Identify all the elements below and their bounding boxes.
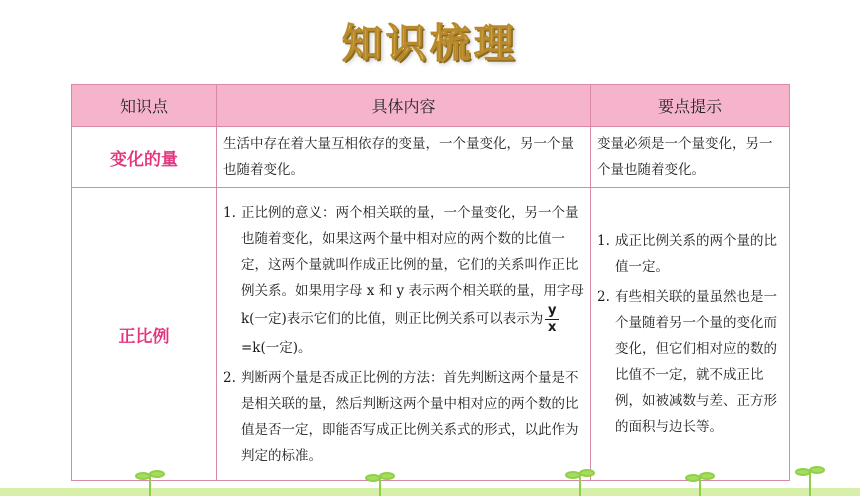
content-cell — [217, 188, 591, 481]
table-row — [72, 188, 790, 481]
content-cell: 生活中存在着大量互相依存的变量，一个量变化，另一个量也随着变化。 — [217, 127, 591, 188]
fraction-denominator: x — [548, 319, 557, 335]
table-header-row — [72, 85, 790, 127]
page-title: 知识梳理 — [342, 21, 518, 67]
header-tips: 要点提示 — [591, 85, 790, 127]
table-row — [72, 127, 790, 188]
item-text: 有些相关联的量虽然也是一个量随着另一个量的变化而变化，但它们相对应的数的比值不一定，就不成正比例，如被减数与差、正方形的面积与边长等。 — [615, 289, 777, 435]
item-text: 成正比例关系的两个量的比值一定。 — [615, 233, 777, 275]
topic-cell: 变化的量 — [72, 127, 217, 188]
tips-cell — [591, 188, 790, 481]
item-number: 2. — [597, 289, 610, 305]
item-number: 1. — [223, 204, 236, 221]
item-text — [241, 200, 584, 361]
topic-cell: 正比例 — [72, 188, 217, 481]
item-text-body: 正比例的意义：两个相关联的量，一个量变化，另一个量也随着变化，如果这两个量中相对应的两个数的比值一定，这两个量就叫作成正比例的量，它们的关系叫作正比例关系。如果用字母 x 和 y 表示两个相关联的量，用字母 k(一定)表示它们的比值，则正比例关系可以表示为 — [241, 204, 584, 327]
fraction-numerator: y — [547, 302, 557, 318]
header-topic: 知识点 — [72, 85, 217, 127]
tips-item — [597, 228, 783, 280]
tips-cell: 变量必须是一个量变化，另一个量也随着变化。 — [591, 127, 790, 188]
item-number: 2. — [223, 369, 236, 386]
item-number: 1. — [597, 233, 610, 249]
header-content: 具体内容 — [217, 85, 591, 127]
content-item — [223, 365, 584, 469]
content-item — [223, 200, 584, 361]
item-text: 判断两个量是否成正比例的方法：首先判断这两个量是不是相关联的量，然后判断这两个量中相对应的两个数的比值是否一定，即能否写成正比例关系式的形式，以此作为判定的标准。 — [241, 369, 579, 464]
fraction-formula — [545, 304, 559, 335]
formula-rhs: =k(一定)。 — [241, 339, 312, 356]
tips-item — [597, 284, 783, 440]
knowledge-table — [71, 84, 790, 481]
